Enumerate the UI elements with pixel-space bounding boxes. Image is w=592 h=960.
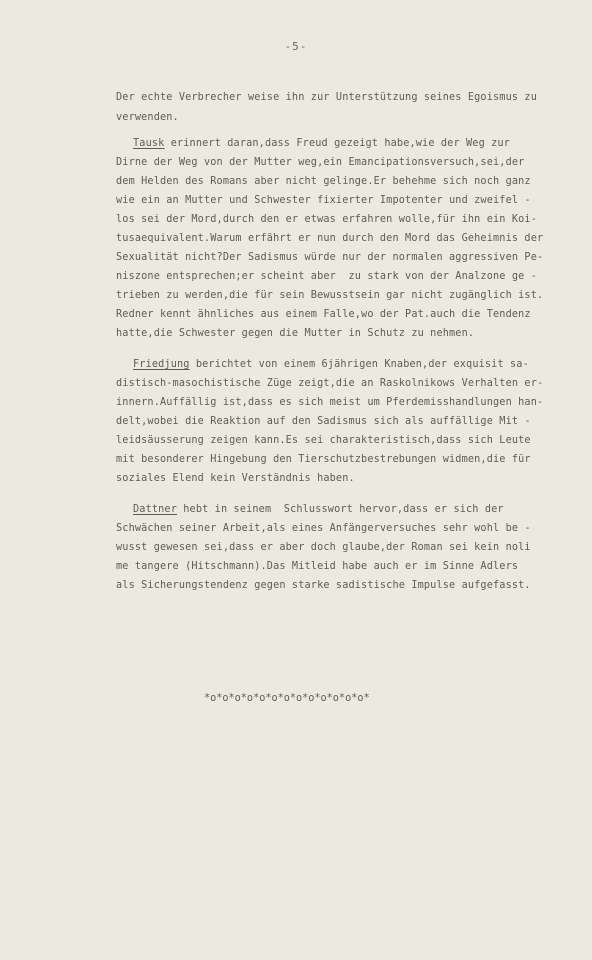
text-line: delt,wobei die Reaktion auf den Sadismus sich als auffällige Mit -: [116, 416, 531, 427]
text-line: trieben zu werden,die für sein Bewusstsein gar nicht zugänglich ist.: [116, 290, 544, 301]
text-line: innern.Auffällig ist,dass es sich meist um Pferdemisshandlungen han-: [116, 397, 544, 408]
text-line: Sexualität nicht?Der Sadismus würde nur der normalen aggressiven Pe-: [116, 252, 544, 263]
text-line: soziales Elend kein Verständnis haben.: [116, 473, 355, 484]
text-line: wie ein an Mutter und Schwester fixierter Impotenter und zweifel -: [116, 195, 531, 206]
speaker-name: Friedjung: [133, 359, 190, 370]
text-span: hebt in seinem Schlusswort hervor,dass er sich der: [176, 504, 504, 515]
text-line: mit besonderer Hingebung den Tierschutzbestrebungen widmen,die für: [116, 454, 531, 465]
text-line: distisch-masochistische Züge zeigt,die an Raskolnikows Verhalten er-: [116, 378, 544, 389]
text-line: verwenden.: [116, 112, 179, 123]
speaker-name: Dattner: [133, 504, 177, 515]
text-line: Der echte Verbrecher weise ihn zur Unterstützung seines Egoismus zu: [116, 92, 537, 103]
text-line: als Sicherungstendenz gegen starke sadistische Impulse aufgefasst.: [116, 580, 531, 591]
ornament-divider: *o*o*o*o*o*o*o*o*o*o*o*o*o*: [204, 693, 370, 704]
speaker-name: Tausk: [133, 138, 165, 149]
text-line: los sei der Mord,durch den er etwas erfahren wolle,für ihn ein Koi-: [116, 214, 537, 225]
text-line: Schwächen seiner Arbeit,als eines Anfängerversuches sehr wohl be -: [116, 523, 531, 534]
page-number: -5-: [284, 40, 308, 53]
text-line: niszone entsprechen;er scheint aber zu stark von der Analzone ge -: [116, 271, 537, 282]
paragraph-first-line: [133, 504, 504, 516]
text-line: me tangere (Hitschmann).Das Mitleid habe auch er im Sinne Adlers: [116, 561, 519, 572]
paragraph-first-line: [133, 138, 510, 150]
text-line: tusaequivalent.Warum erfährt er nun durch den Mord das Geheimnis der: [116, 233, 544, 244]
text-span: erinnert daran,dass Freud gezeigt habe,wie der Weg zur: [164, 138, 511, 149]
paragraph-first-line: [133, 359, 529, 371]
text-span: berichtet von einem 6jährigen Knaben,der exquisit sa-: [189, 359, 529, 370]
text-line: Dirne der Weg von der Mutter weg,ein Emancipationsversuch,sei,der: [116, 157, 525, 168]
text-line: hatte,die Schwester gegen die Mutter in Schutz zu nehmen.: [116, 328, 475, 339]
text-line: Redner kennt ähnliches aus einem Falle,wo der Pat.auch die Tendenz: [116, 309, 531, 320]
text-line: leidsäusserung zeigen kann.Es sei charakteristisch,dass sich Leute: [116, 435, 531, 446]
text-line: wusst gewesen sei,dass er aber doch glaube,der Roman sei kein noli: [116, 542, 531, 553]
text-line: dem Helden des Romans aber nicht gelinge.Er behehme sich noch ganz: [116, 176, 531, 187]
